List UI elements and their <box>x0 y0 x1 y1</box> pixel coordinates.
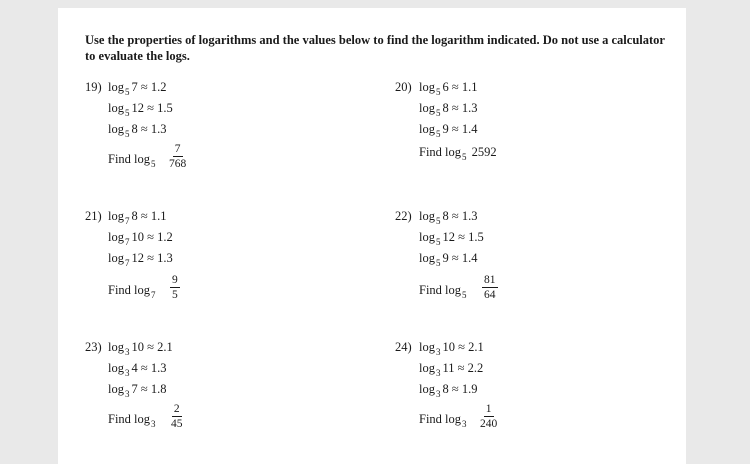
find-prompt: Find $\log_5$ <box>108 152 156 169</box>
given-line: $\log_5 8 \approx 1.3$ <box>108 122 167 139</box>
problem-number: 23) <box>85 340 102 354</box>
given-line: $\log_3 10 \approx 2.1$ <box>419 340 484 357</box>
fraction <box>170 274 180 301</box>
problem-number: 21) <box>85 209 102 223</box>
fraction <box>482 274 498 301</box>
given-line: $\log_5 9 \approx 1.4$ <box>419 251 478 268</box>
numerator: 7 <box>174 143 181 155</box>
given-line: $\log_3 8 \approx 1.9$ <box>419 382 478 399</box>
problem-number: 24) <box>395 340 412 354</box>
given-line: $\log_3 11 \approx 2.2$ <box>419 361 484 378</box>
numerator: 1 <box>485 403 492 415</box>
instructions-heading: Use the properties of logarithms and the values below to find the logarithm indicated. Do not use a calculator to evaluate the logs. <box>85 33 665 63</box>
numerator: 81 <box>484 274 496 286</box>
fraction <box>169 143 186 170</box>
find-prompt: Find $\log_3$ <box>108 412 156 429</box>
given-line: $\log_5 12 \approx 1.5$ <box>108 101 173 118</box>
fraction <box>480 403 497 430</box>
worksheet-page <box>58 8 686 464</box>
given-line: $\log_3 10 \approx 2.1$ <box>108 340 173 357</box>
given-line: $\log_5 8 \approx 1.3$ <box>419 101 478 118</box>
given-line: $\log_7 8 \approx 1.1$ <box>108 209 167 226</box>
given-line: $\log_3 4 \approx 1.3$ <box>108 361 167 378</box>
fraction <box>171 403 183 430</box>
problem-number: 22) <box>395 209 412 223</box>
denominator: 45 <box>171 418 183 430</box>
denominator: 240 <box>480 418 498 430</box>
find-prompt: Find $\log_3$ <box>419 412 467 429</box>
denominator: 64 <box>484 289 496 301</box>
find-prompt: Find $\log_5$ <box>419 283 467 300</box>
given-line: $\log_5 8 \approx 1.3$ <box>419 209 478 226</box>
target-value: 2592 <box>471 145 497 159</box>
numerator: 9 <box>172 274 178 286</box>
problem-number: 19) <box>85 80 102 94</box>
problem-number: 20) <box>395 80 412 94</box>
numerator: 2 <box>173 403 180 415</box>
denominator: 5 <box>172 289 178 301</box>
find-prompt: Find $\log_5 2592$ <box>419 145 497 162</box>
given-line: $\log_7 12 \approx 1.3$ <box>108 251 173 268</box>
given-line: $\log_5 9 \approx 1.4$ <box>419 122 478 139</box>
given-line: $\log_5 6 \approx 1.1$ <box>419 80 478 97</box>
given-line: $\log_5 12 \approx 1.5$ <box>419 230 484 247</box>
given-line: $\log_7 10 \approx 1.2$ <box>108 230 173 247</box>
find-prompt: Find $\log_7$ <box>108 283 156 300</box>
given-line: $\log_3 7 \approx 1.8$ <box>108 382 167 399</box>
denominator: 768 <box>169 158 187 170</box>
given-line: $\log_5 7 \approx 1.2$ <box>108 80 167 97</box>
